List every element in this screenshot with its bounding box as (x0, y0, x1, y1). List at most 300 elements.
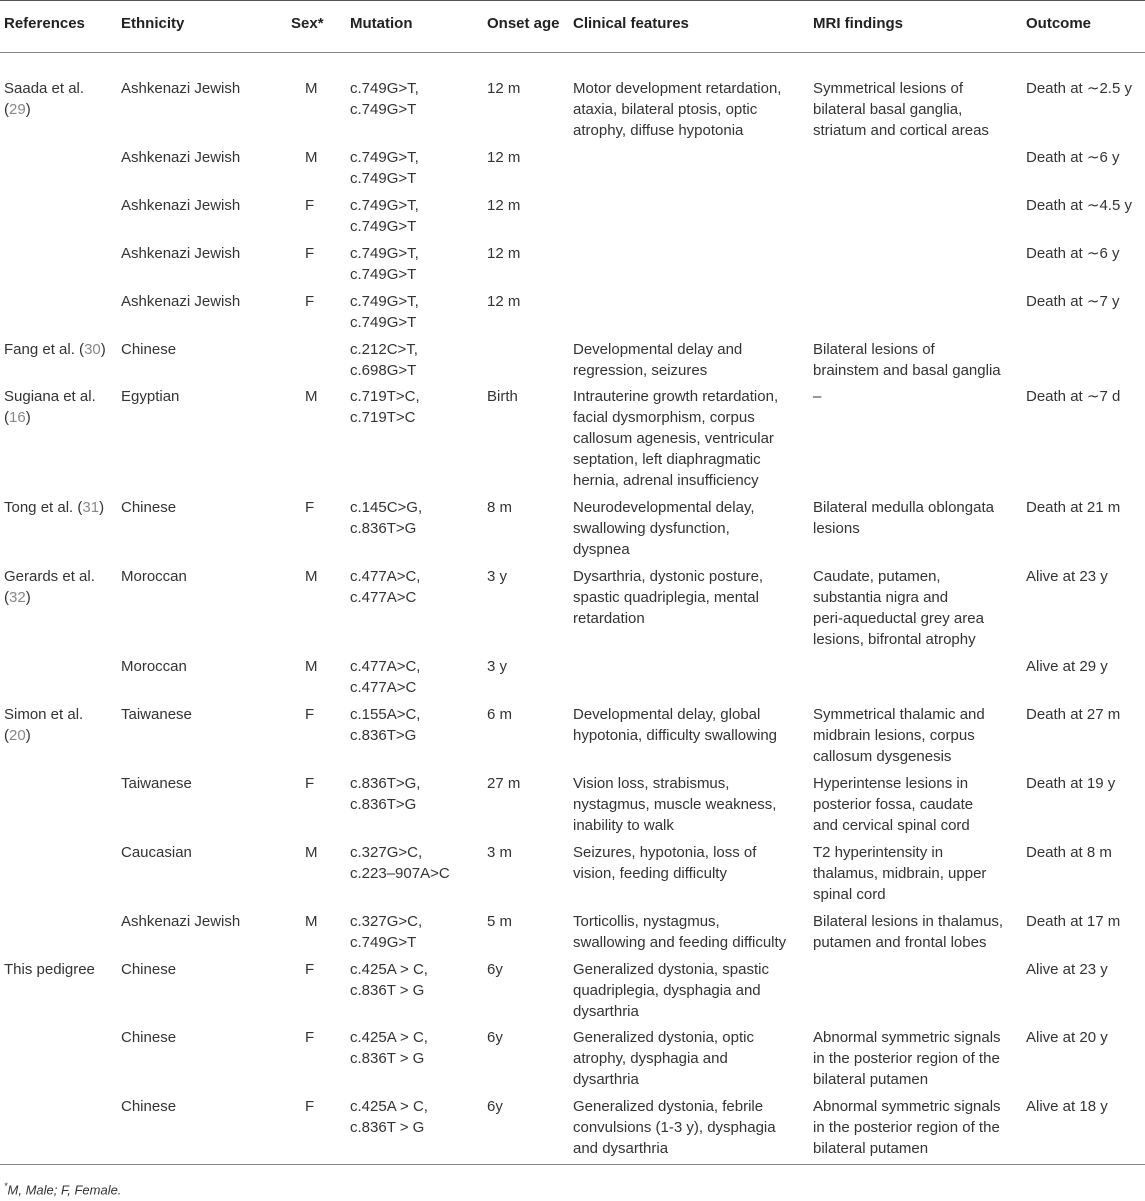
table-row (0, 291, 1145, 339)
cell-outcome (1022, 386, 1145, 497)
cell-reference (0, 842, 117, 911)
mri-findings-line: callosum dysgenesis (813, 747, 952, 765)
col-header-references: References (0, 1, 117, 53)
cell-mri-findings (809, 1096, 1022, 1165)
reference-name: Gerards et al. (4, 567, 95, 585)
clinical-features-line: Generalized dystonia, optic (573, 1028, 754, 1046)
onset-age-text: 6y (487, 1028, 503, 1046)
col-header-mutation: Mutation (346, 1, 483, 53)
clinical-features-line: Developmental delay and (573, 340, 743, 358)
cell-sex (283, 773, 346, 842)
cell-clinical-features (569, 566, 809, 656)
mri-findings-line: bilateral putamen (813, 1070, 929, 1088)
cell-clinical-features (569, 911, 809, 959)
table-row (0, 386, 1145, 497)
cell-outcome (1022, 497, 1145, 566)
cell-onset-age (483, 53, 569, 147)
table-row (0, 656, 1145, 704)
mutation-line: c.477A>C (350, 588, 417, 606)
cell-sex (283, 566, 346, 656)
mutation-line: c.749G>T (350, 313, 417, 331)
mri-findings-line: lesions, bifrontal atrophy (813, 630, 976, 648)
clinical-features-line: swallowing dysfunction, (573, 519, 730, 537)
table-row (0, 195, 1145, 243)
mutation-line: c.749G>T, (350, 148, 419, 166)
outcome-text: Death at ∼7 d (1026, 387, 1121, 405)
onset-age-text: 6y (487, 1097, 503, 1115)
outcome-text: Death at 19 y (1026, 774, 1116, 792)
ethnicity-text: Chinese (121, 340, 177, 358)
clinical-features-line: Generalized dystonia, spastic (573, 960, 769, 978)
table-row (0, 959, 1145, 1027)
ethnicity-text: Taiwanese (121, 705, 192, 723)
cell-mri-findings (809, 773, 1022, 842)
mutation-line: c.749G>T (350, 217, 417, 235)
cell-mri-findings (809, 497, 1022, 566)
cell-onset-age (483, 566, 569, 656)
cell-ethnicity (117, 911, 283, 959)
onset-age-text: 5 m (487, 912, 513, 930)
mutation-line: c.836T>G (350, 519, 417, 537)
sex-text: M (305, 912, 318, 930)
cell-reference: Simon et al. (20) (4, 705, 84, 744)
mutation-line: c.836T>G (350, 726, 417, 744)
cell-mri-findings (809, 243, 1022, 291)
mri-findings-line: in the posterior region of the (813, 1118, 1000, 1136)
cell-onset-age (483, 243, 569, 291)
cell-sex (283, 291, 346, 339)
table-row (0, 339, 1145, 386)
cell-clinical-features (569, 842, 809, 911)
mri-findings-line: midbrain lesions, corpus (813, 726, 975, 744)
outcome-text: Death at ∼7 y (1026, 292, 1120, 310)
reference-name: This pedigree (4, 960, 95, 978)
cell-clinical-features (569, 497, 809, 566)
mri-findings-line: bilateral basal ganglia, (813, 101, 963, 118)
mutation-line: c.425A > C, (350, 1097, 428, 1115)
cell-ethnicity (117, 53, 283, 147)
col-header-sex: Sex* (283, 1, 346, 53)
cell-sex (283, 842, 346, 911)
sex-text: M (305, 148, 318, 166)
cell-ethnicity (117, 1096, 283, 1165)
cell-onset-age (483, 195, 569, 243)
cell-ethnicity (117, 704, 283, 773)
cell-reference (0, 773, 117, 842)
reference-name: Simon et al. (4, 705, 84, 723)
mri-findings-line: in the posterior region of the (813, 1049, 1000, 1067)
reference-name: Tong et al. (4, 498, 74, 516)
cell-sex (283, 656, 346, 704)
cell-clinical-features (569, 773, 809, 842)
outcome-text: Alive at 23 y (1026, 960, 1108, 978)
cell-mri-findings (809, 147, 1022, 195)
sex-text: M (305, 567, 318, 585)
cell-clinical-features (569, 243, 809, 291)
mutation-line: c.749G>T (350, 265, 417, 283)
onset-age-text: 3 m (487, 843, 513, 861)
footnote-text: M, Male; F, Female. (7, 1182, 122, 1198)
cell-mutation (346, 566, 483, 656)
col-header-ethnicity: Ethnicity (117, 1, 283, 53)
header-row (0, 1, 1145, 53)
cell-mri-findings (809, 566, 1022, 656)
reference-name: Saada et al. (4, 80, 85, 97)
onset-age-text: 6y (487, 960, 503, 978)
cell-outcome (1022, 1027, 1145, 1096)
cell-mri-findings (809, 911, 1022, 959)
cell-outcome (1022, 195, 1145, 243)
cell-ethnicity (117, 656, 283, 704)
mri-findings-line: and cervical spinal cord (813, 816, 970, 834)
outcome-text: Death at ∼2.5 y (1026, 80, 1132, 97)
mri-findings-line: lesions (813, 519, 860, 537)
mri-findings-line: putamen and frontal lobes (813, 933, 987, 951)
reference-citation: 29 (9, 101, 26, 118)
onset-age-text: 12 m (487, 244, 521, 262)
outcome-text: Death at ∼6 y (1026, 148, 1120, 166)
table-row (0, 147, 1145, 195)
mutation-line: c.425A > C, (350, 1028, 428, 1046)
cell-reference: Fang et al. (30) (4, 340, 106, 358)
ethnicity-text: Ashkenazi Jewish (121, 80, 241, 97)
mri-findings-line: bilateral putamen (813, 1139, 929, 1157)
mutation-line: c.698G>T (350, 361, 417, 379)
cell-reference (0, 291, 117, 339)
cell-ethnicity (117, 243, 283, 291)
cell-clinical-features (569, 1096, 809, 1165)
table-row (0, 243, 1145, 291)
clinical-features-line: dysarthria (573, 1002, 639, 1020)
cell-onset-age (483, 1027, 569, 1096)
sex-text: M (305, 843, 318, 861)
mutation-line: c.836T > G (350, 981, 425, 999)
cell-reference: Gerards et al. (32) (4, 567, 95, 606)
cell-sex (283, 911, 346, 959)
cell-sex (283, 1096, 346, 1165)
cell-mri-findings (809, 656, 1022, 704)
reference-citation: 16 (9, 408, 26, 426)
clinical-features-line: Dysarthria, dystonic posture, (573, 567, 764, 585)
cell-ethnicity (117, 386, 283, 497)
reference-name: Fang et al. (4, 340, 75, 358)
ethnicity-text: Ashkenazi Jewish (121, 148, 241, 166)
sex-text: F (305, 960, 315, 978)
mutation-line: c.477A>C, (350, 567, 421, 585)
outcome-text: Alive at 20 y (1026, 1028, 1108, 1046)
clinical-features-line: dysarthria (573, 1070, 639, 1088)
cell-reference (0, 147, 117, 195)
cell-reference: Saada et al. (29) (4, 80, 85, 118)
cell-mri-findings (809, 291, 1022, 339)
ethnicity-text: Moroccan (121, 657, 187, 675)
ethnicity-text: Caucasian (121, 843, 192, 861)
cell-reference (0, 959, 117, 1027)
mutation-line: c.749G>T, (350, 292, 419, 310)
cell-sex (283, 959, 346, 1027)
mri-findings-line: Bilateral lesions of (813, 340, 935, 358)
cell-reference (0, 656, 117, 704)
table-row (0, 911, 1145, 959)
cell-outcome (1022, 339, 1145, 386)
cell-onset-age (483, 959, 569, 1027)
ethnicity-text: Egyptian (121, 387, 180, 405)
mutation-line: c.749G>T, (350, 244, 419, 262)
table-row (0, 773, 1145, 842)
cell-clinical-features (569, 291, 809, 339)
cell-clinical-features (569, 386, 809, 497)
cell-mri-findings (809, 842, 1022, 911)
outcome-text: Death at 17 m (1026, 912, 1121, 930)
mutation-line: c.327G>C, (350, 912, 423, 930)
mutation-line: c.145C>G, (350, 498, 423, 516)
onset-age-text: 12 m (487, 196, 521, 214)
cell-mri-findings (809, 195, 1022, 243)
sex-text: F (305, 498, 315, 516)
mri-findings-line: peri-aqueductal grey area (813, 609, 984, 627)
clinical-features-line: convulsions (1-3 y), dysphagia (573, 1118, 776, 1136)
ethnicity-text: Moroccan (121, 567, 187, 585)
cell-mutation (346, 656, 483, 704)
cell-ethnicity (117, 566, 283, 656)
ethnicity-text: Chinese (121, 498, 177, 516)
cell-reference (0, 911, 117, 959)
sex-text: F (305, 244, 315, 262)
cell-mutation (346, 704, 483, 773)
table-row (0, 1096, 1145, 1165)
ethnicity-text: Chinese (121, 1097, 177, 1115)
cell-outcome (1022, 842, 1145, 911)
clinical-features-line: vision, feeding difficulty (573, 864, 727, 882)
cell-outcome (1022, 291, 1145, 339)
cell-mutation (346, 842, 483, 911)
clinical-features-line: dyspnea (573, 540, 630, 558)
outcome-text: Death at 27 m (1026, 705, 1121, 723)
cell-sex (283, 53, 346, 147)
cell-reference: Tong et al. (31) (4, 498, 105, 516)
mri-findings-line: T2 hyperintensity in (813, 843, 944, 861)
clinical-features-line: ataxia, bilateral ptosis, optic (573, 101, 758, 118)
cell-reference (0, 243, 117, 291)
onset-age-text: 6 m (487, 705, 513, 723)
cell-onset-age (483, 704, 569, 773)
sex-text: M (305, 657, 318, 675)
cell-onset-age (483, 147, 569, 195)
reference-citation: 32 (9, 588, 26, 606)
ethnicity-text: Chinese (121, 1028, 177, 1046)
cell-ethnicity (117, 959, 283, 1027)
mri-findings-line: – (813, 387, 822, 405)
cell-onset-age (483, 1096, 569, 1165)
mutation-line: c.155A>C, (350, 705, 421, 723)
cell-outcome (1022, 1096, 1145, 1165)
clinical-features-line: facial dysmorphism, corpus (573, 408, 755, 426)
footnote-mark: * (4, 1181, 8, 1191)
outcome-text: Alive at 23 y (1026, 567, 1108, 585)
cell-outcome (1022, 147, 1145, 195)
cell-outcome (1022, 704, 1145, 773)
onset-age-text: 27 m (487, 774, 521, 792)
clinical-features-line: swallowing and feeding difficulty (573, 933, 787, 951)
cell-mutation (346, 291, 483, 339)
cell-clinical-features (569, 704, 809, 773)
mutation-line: c.836T > G (350, 1049, 425, 1067)
mutation-line: c.836T>G, (350, 774, 421, 792)
cell-clinical-features (569, 53, 809, 147)
mutation-line: c.327G>C, (350, 843, 423, 861)
reference-citation: 20 (9, 726, 26, 744)
onset-age-text: 3 y (487, 567, 508, 585)
table-row (0, 704, 1145, 773)
ethnicity-text: Chinese (121, 960, 177, 978)
cell-onset-age (483, 291, 569, 339)
cell-clinical-features (569, 1027, 809, 1096)
mutation-line: c.425A > C, (350, 960, 428, 978)
sex-text: M (305, 80, 318, 97)
mri-findings-line: brainstem and basal ganglia (813, 361, 1001, 379)
ethnicity-text: Ashkenazi Jewish (121, 292, 241, 310)
mri-findings-line: spinal cord (813, 885, 886, 903)
table-body (0, 53, 1145, 1165)
cell-mutation (346, 911, 483, 959)
sex-text: F (305, 705, 315, 723)
sex-text: F (305, 196, 315, 214)
mri-findings-line: striatum and cortical areas (813, 122, 989, 139)
cell-ethnicity (117, 497, 283, 566)
cell-clinical-features (569, 656, 809, 704)
cell-clinical-features (569, 195, 809, 243)
clinical-features-line: retardation (573, 609, 645, 627)
cell-onset-age (483, 386, 569, 497)
clinical-features-line: Generalized dystonia, febrile (573, 1097, 764, 1115)
onset-age-text: 12 m (487, 148, 521, 166)
cell-ethnicity (117, 773, 283, 842)
onset-age-text: 12 m (487, 292, 521, 310)
cell-mri-findings (809, 704, 1022, 773)
outcome-text: Alive at 29 y (1026, 657, 1108, 675)
clinical-features-line: hypotonia, difficulty swallowing (573, 726, 778, 744)
clinical-features-line: hernia, adrenal insufficiency (573, 471, 759, 489)
onset-age-text: Birth (487, 387, 518, 405)
col-header-outcome: Outcome (1022, 1, 1145, 53)
mutation-line: c.719T>C, (350, 387, 420, 405)
cell-sex (283, 195, 346, 243)
cell-onset-age (483, 773, 569, 842)
cell-mri-findings (809, 386, 1022, 497)
mutation-line: c.477A>C (350, 678, 417, 696)
clinical-features-line: Torticollis, nystagmus, (573, 912, 720, 930)
cell-mri-findings (809, 1027, 1022, 1096)
cell-ethnicity (117, 195, 283, 243)
cell-sex (283, 704, 346, 773)
clinical-features-line: spastic quadriplegia, mental (573, 588, 759, 606)
mri-findings-line: Abnormal symmetric signals (813, 1097, 1001, 1115)
reference-citation: 30 (84, 340, 101, 358)
mutation-line: c.836T>G (350, 795, 417, 813)
cell-ethnicity (117, 842, 283, 911)
cell-outcome (1022, 53, 1145, 147)
outcome-text: Death at 21 m (1026, 498, 1121, 516)
cell-outcome (1022, 773, 1145, 842)
clinical-features-line: and dysarthria (573, 1139, 669, 1157)
clinical-features-line: Developmental delay, global (573, 705, 761, 723)
mri-findings-line: Bilateral lesions in thalamus, (813, 912, 1004, 930)
mutation-line: c.477A>C, (350, 657, 421, 675)
cell-clinical-features (569, 959, 809, 1027)
ethnicity-text: Taiwanese (121, 774, 192, 792)
cell-ethnicity (117, 291, 283, 339)
cell-outcome (1022, 243, 1145, 291)
cell-mutation (346, 959, 483, 1027)
ethnicity-text: Ashkenazi Jewish (121, 244, 241, 262)
table-row (0, 497, 1145, 566)
sex-text: F (305, 774, 315, 792)
mri-findings-line: Abnormal symmetric signals (813, 1028, 1001, 1046)
mutation-line: c.212C>T, (350, 340, 418, 358)
cell-reference: Sugiana et al. (16) (4, 387, 96, 426)
onset-age-text: 3 y (487, 657, 508, 675)
mri-findings-line: Symmetrical lesions of (813, 80, 964, 97)
outcome-text: Death at ∼6 y (1026, 244, 1120, 262)
mutation-line: c.749G>T, (350, 196, 419, 214)
mri-findings-line: Caudate, putamen, (813, 567, 941, 585)
mri-findings-line: substantia nigra and (813, 588, 949, 606)
cell-mutation (346, 147, 483, 195)
reference-citation: 31 (82, 498, 100, 516)
cell-onset-age (483, 911, 569, 959)
cell-outcome (1022, 656, 1145, 704)
sex-text: F (305, 292, 315, 310)
table-row (0, 1027, 1145, 1096)
cell-sex (283, 243, 346, 291)
cell-mri-findings (809, 339, 1022, 386)
outcome-text: Death at 8 m (1026, 843, 1112, 861)
ethnicity-text: Ashkenazi Jewish (121, 196, 241, 214)
mutation-line: c.749G>T (350, 169, 417, 187)
ethnicity-text: Ashkenazi Jewish (121, 912, 241, 930)
clinical-features-line: atrophy, diffuse hypotonia (573, 122, 744, 139)
sex-text: M (305, 387, 318, 405)
mri-findings-line: Bilateral medulla oblongata (813, 498, 994, 516)
cell-sex (283, 339, 346, 386)
mutation-line: c.223–907A>C (350, 864, 450, 882)
cell-reference (0, 1027, 117, 1096)
cell-clinical-features (569, 147, 809, 195)
cell-mutation (346, 1096, 483, 1165)
mri-findings-line: thalamus, midbrain, upper (813, 864, 987, 882)
cell-sex (283, 1027, 346, 1096)
mri-findings-line: posterior fossa, caudate (813, 795, 974, 813)
mutation-line: c.836T > G (350, 1118, 425, 1136)
cell-clinical-features (569, 339, 809, 386)
mutation-line: c.749G>T (350, 101, 417, 118)
cell-outcome (1022, 911, 1145, 959)
table-row (0, 566, 1145, 656)
cell-sex (283, 147, 346, 195)
table-footnote (4, 1181, 121, 1197)
clinical-features-line: inability to walk (573, 816, 674, 834)
clinical-features-line: Vision loss, strabismus, (573, 774, 730, 792)
clinical-features-line: Seizures, hypotonia, loss of (573, 843, 757, 861)
mutation-line: c.749G>T (350, 933, 417, 951)
clinical-features-line: septation, left diaphragmatic (573, 450, 761, 468)
cell-ethnicity (117, 147, 283, 195)
outcome-text: Alive at 18 y (1026, 1097, 1108, 1115)
col-header-onset-age: Onset age (483, 1, 569, 53)
cell-mutation (346, 195, 483, 243)
mutation-line: c.719T>C (350, 408, 416, 426)
cell-outcome (1022, 566, 1145, 656)
